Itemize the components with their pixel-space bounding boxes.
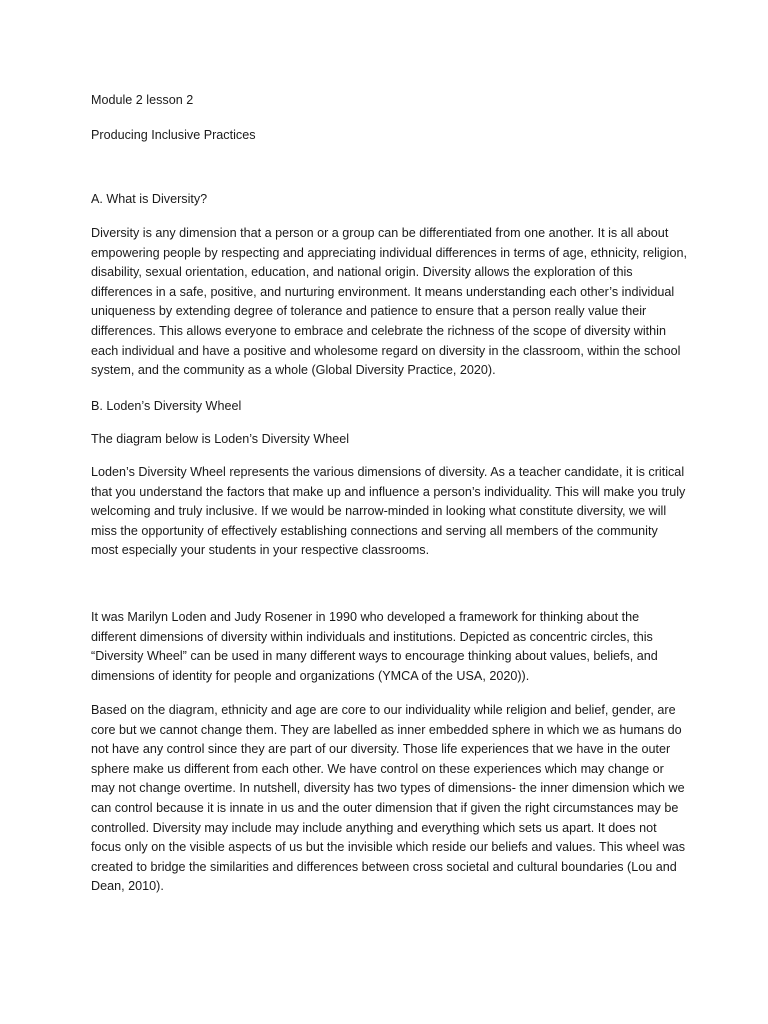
section-a-heading: A. What is Diversity? bbox=[91, 192, 208, 206]
section-b-paragraph-2: It was Marilyn Loden and Judy Rosener in 1990 who developed a framework for thinking about the different dimensions of diversity within individuals and institutions. Depicted as concentric circles, this “Diversity Wheel” can be used in many different ways to encourage thinking about values, beliefs, and dimensions of identity for people and organizations (YMCA of the USA, 2020)). bbox=[91, 610, 658, 683]
module-title: Module 2 lesson 2 bbox=[91, 93, 194, 107]
section-a-paragraph: Diversity is any dimension that a person or a group can be differentiated from one another. It is all about empowering people by respecting and appreciating individual differences in terms of age, ethnicity, religion, disability, sexual orientation, education, and national origin. Diversity allows the exploration of this differences in a safe, positive, and nurturing environment. It means understanding each other’s individual uniqueness by extending degree of tolerance and patience to ensure that a person really value their differences. This allows everyone to embrace and celebrate the richness of the scope of diversity within each individual and have a positive and wholesome regard on diversity in the classroom, within the school system, and the community as a whole (Global Diversity Practice, 2020). bbox=[91, 226, 687, 378]
diagram-intro: The diagram below is Loden’s Diversity Wheel bbox=[91, 432, 350, 446]
section-b-heading: B. Loden’s Diversity Wheel bbox=[91, 399, 242, 413]
lesson-title: Producing Inclusive Practices bbox=[91, 128, 256, 142]
section-b-paragraph-3: Based on the diagram, ethnicity and age are core to our individuality while religion and belief, gender, are core but we cannot change them. They are labelled as inner embedded sphere in which we as humans do not have any control since they are part of our diversity. Those life experiences that we have in the outer sphere make us different from each other. We have control on these experiences which may change or may not change overtime. In nutshell, diversity has two types of dimensions- the inner dimension which we can control because it is innate in us and the outer dimension that if given the right circumstances may be controlled. Diversity may include may include anything and everything which sets us apart. It does not focus only on the visible aspects of us but the invisible which reside our beliefs and values. This wheel was created to bridge the similarities and differences between cross societal and cultural boundaries (Lou and Dean, 2010). bbox=[91, 703, 686, 894]
section-b-paragraph-1: Loden’s Diversity Wheel represents the various dimensions of diversity. As a teacher candidate, it is critical that you understand the factors that make up and influence a person’s individuality. This will make you truly welcoming and truly inclusive. If we would be narrow-minded in looking what constitute diversity, we will miss the opportunity of effectively establishing connections and serving all members of the community most especially your students in your respective classrooms. bbox=[91, 465, 686, 558]
